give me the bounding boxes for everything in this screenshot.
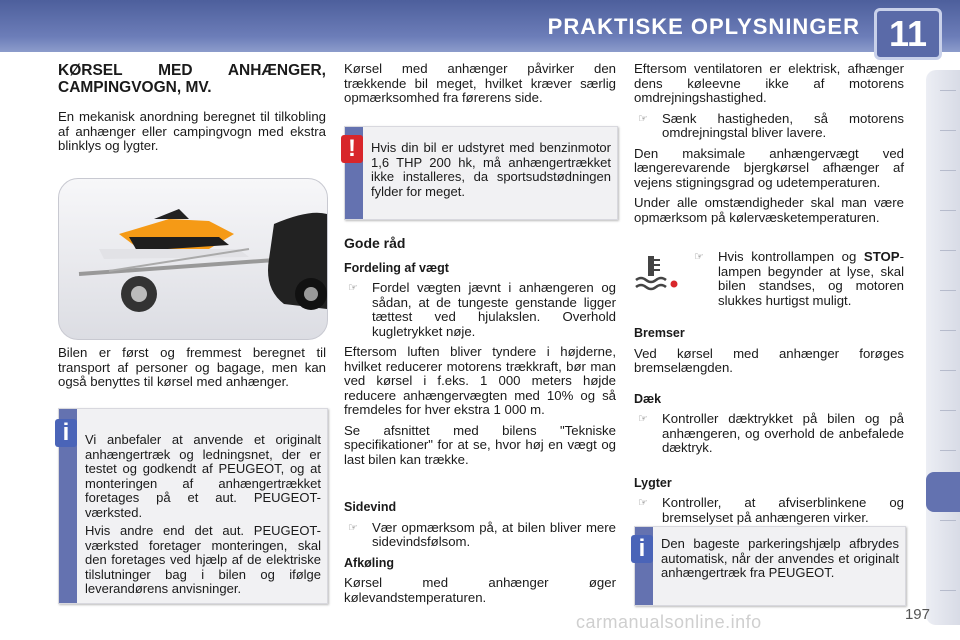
- active-chapter-tab[interactable]: [926, 472, 960, 512]
- info-note-2: [634, 526, 906, 606]
- info-icon: i: [631, 535, 653, 563]
- lights-bullet: ☞ Kontroller, at afviserblinkene og bremselyset på anhængeren virker.: [634, 496, 904, 525]
- coolant-temperature-icon: [634, 254, 682, 294]
- specs-reference-text: Se afsnittet med bilens "Tekniske specifikationer" for at se, hvor høj en vægt og last bilen kan trække.: [344, 422, 616, 467]
- cooling-heading: Afkøling: [344, 555, 394, 570]
- column-3-lamp: [690, 250, 904, 314]
- page-number: 197: [904, 606, 930, 623]
- pointing-hand-icon: ☞: [694, 251, 704, 263]
- lights-heading: Lygter: [634, 475, 672, 490]
- pointing-hand-icon: ☞: [638, 497, 648, 509]
- chapter-side-rail: [926, 70, 960, 625]
- column-2-bottom: [344, 500, 616, 611]
- pointing-hand-icon: ☞: [348, 282, 358, 294]
- towing-intro: Kørsel med anhænger påvirker den trækkende bil meget, hvilket kræver særlig opmærksomhed fra førerens side.: [344, 61, 616, 105]
- tyres-heading: Dæk: [634, 391, 662, 406]
- trailer-jetski-illustration: [58, 178, 328, 340]
- column-1-lower: [58, 346, 326, 396]
- watermark: carmanualsonline.info: [576, 612, 762, 632]
- info-note-1: [58, 408, 328, 604]
- fan-text: Eftersom ventilatoren er elektrisk, afhænger dens køleevne ikke af motorens omdrejningshastighed.: [634, 61, 904, 105]
- pointing-hand-icon: ☞: [638, 413, 648, 425]
- max-weight-text: Den maksimale anhængervægt ved længerevarende bjergkørsel afhænger af vejens stigningsgrad og udetemperaturen.: [634, 145, 904, 190]
- tips-heading: Gode råd: [344, 235, 406, 251]
- warning-lamp-bullet: ☞ Hvis kontrollampen og STOP-lampen begynder at lyse, skal bilen standses, og motoren slukkes hurtigst muligt.: [690, 250, 904, 308]
- weight-bullet: ☞ Fordel vægten jævnt i anhængeren og sådan, at de tungeste genstande ligger tættest ved hjulakslen. Overhold kugletrykket nøje.: [344, 281, 616, 339]
- crosswind-bullet: ☞ Vær opmærksom på, at bilen bliver mere sidevindsfølsom.: [344, 521, 616, 550]
- warning-note: [344, 126, 618, 220]
- note-paragraph-2: Hvis andre end det aut. PEUGEOT-værksted foretager monteringen, skal den foretages ved hjælp af de elektriske tilslutninger bag i bilen og ifølge leverandørens anvisninger.: [85, 523, 321, 596]
- altitude-text: Eftersom luften bliver tyndere i højderne, hvilket reducerer motorens trækkraft, bør man ved kørsel i f.eks. 1 000 meters højde reducere anhængervægten med 10% og så fremdeles for hver ekstra 1 000 m.: [344, 344, 616, 417]
- brakes-text: Ved kørsel med anhænger forøges bremselængden.: [634, 345, 904, 375]
- speed-bullet: ☞ Sænk hastigheden, så motorens omdrejningstal bliver lavere.: [634, 112, 904, 141]
- weight-distribution-heading: Fordeling af vægt: [344, 260, 449, 275]
- parking-assist-note: Den bageste parkeringshjælp afbrydes automatisk, når der anvendes et originalt anhængertræk fra PEUGEOT.: [661, 536, 899, 580]
- warning-icon: !: [341, 135, 363, 163]
- note-paragraph-1: Vi anbefaler at anvende et originalt anhængertræk og ledningsnet, der er testet og godkendt af PEUGEOT, og at monteringen af anhængertrækket foretages på et aut. PEUGEOT-værksted.: [85, 432, 321, 520]
- column-3-top: [634, 62, 904, 231]
- column-1: [58, 62, 326, 160]
- brakes-heading: Bremser: [634, 326, 685, 340]
- cooling-text: Kørsel med anhænger øger kølevandstemperaturen.: [344, 575, 616, 605]
- chapter-number: 11: [874, 8, 942, 60]
- intro-text: En mekanisk anordning beregnet til tilkobling af anhænger eller campingvogn med ekstra blinklys og lygter.: [58, 109, 326, 153]
- column-3-lower: [634, 326, 904, 531]
- coolant-attention-text: Under alle omstændigheder skal man være opmærksom på kølervæsketemperaturen.: [634, 195, 904, 225]
- column-2-top: [344, 62, 616, 112]
- main-heading: KØRSEL MED ANHÆNGER, CAMPINGVOGN, MV.: [58, 62, 326, 96]
- page-header: [0, 0, 960, 52]
- column-2-tips: [344, 236, 616, 473]
- pointing-hand-icon: ☞: [638, 112, 648, 125]
- section-title: PRAKTISKE OPLYSNINGER: [547, 14, 860, 39]
- warning-text: Hvis din bil er udstyret med benzinmotor 1,6 THP 200 hk, må anhængertrækket ikke installeres, da sportsudstødningen fylder for meget.: [371, 140, 611, 199]
- crosswind-heading: Sidevind: [344, 500, 397, 514]
- tyres-bullet: ☞ Kontroller dæktrykket på bilen og på anhængeren, og overhold de anbefalede dæktryk.: [634, 412, 904, 456]
- info-icon: i: [55, 419, 77, 447]
- pointing-hand-icon: ☞: [348, 521, 358, 534]
- usage-text: Bilen er først og fremmest beregnet til transport af personer og bagage, men kan også benyttes til kørsel med anhænger.: [58, 345, 326, 389]
